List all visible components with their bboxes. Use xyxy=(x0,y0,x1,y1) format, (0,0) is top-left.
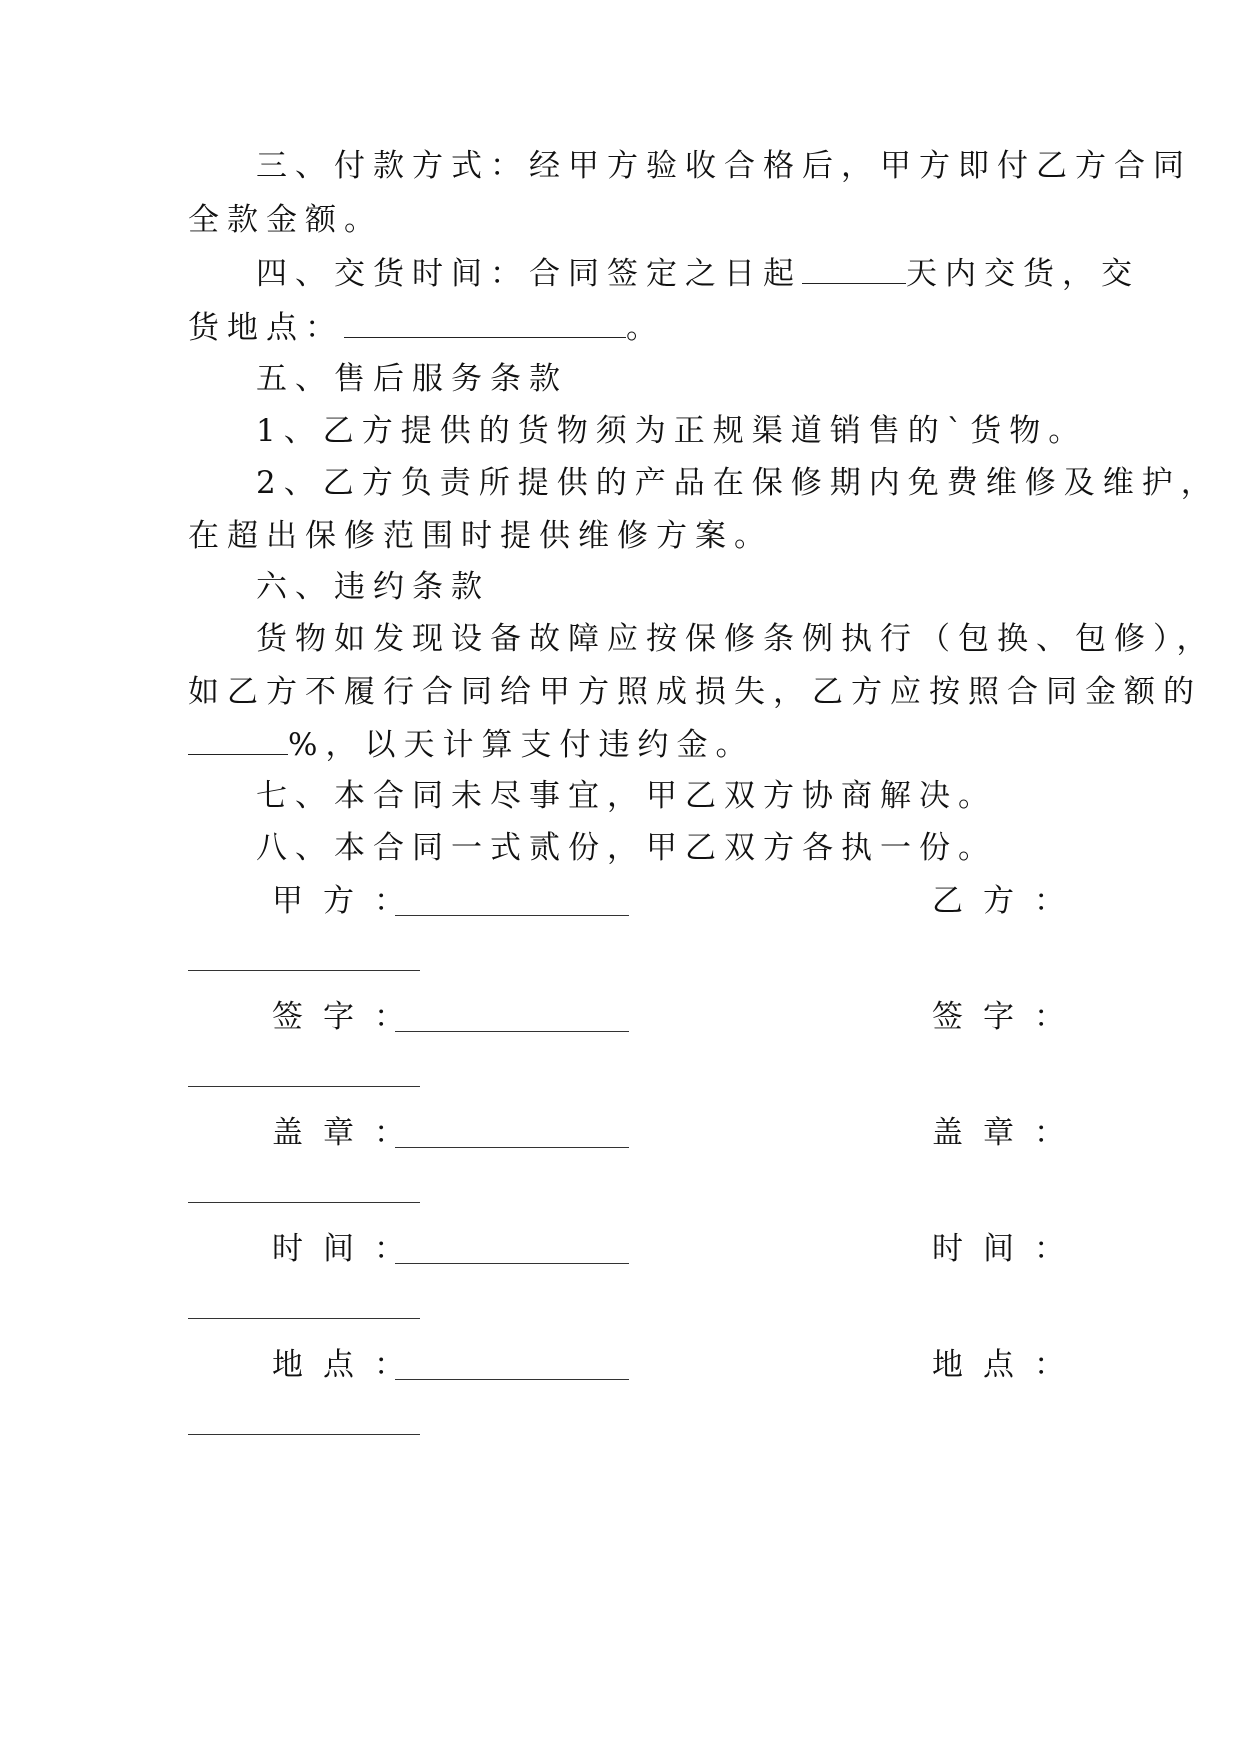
party-b-seal-label: 盖章： xyxy=(932,1115,1085,1151)
party-a-seal-label: 盖章： xyxy=(272,1115,425,1151)
breach-line3 xyxy=(188,724,754,765)
delivery-clause-line2 xyxy=(188,307,665,348)
party-b-blank[interactable] xyxy=(188,970,420,971)
party-b-time-label: 时间： xyxy=(932,1231,1085,1267)
penalty-percent-blank[interactable] xyxy=(188,724,288,755)
breach-line2: 如乙方不履行合同给甲方照成损失，乙方应按照合同金额的 xyxy=(188,674,1202,710)
delivery-place-blank[interactable] xyxy=(344,307,626,338)
party-a-seal-blank[interactable] xyxy=(395,1147,629,1148)
party-b-sign-blank[interactable] xyxy=(188,1086,420,1087)
aftersales-item2-line2: 在超出保修范围时提供维修方案。 xyxy=(188,518,773,554)
breach-line1: 货物如发现设备故障应按保修条例执行（包换、包修）， xyxy=(256,621,1216,657)
clause-seven: 七、本合同未尽事宜，甲乙双方协商解决。 xyxy=(256,778,997,814)
party-b-place-blank[interactable] xyxy=(188,1434,420,1435)
party-b-place-label: 地点： xyxy=(932,1347,1085,1383)
aftersales-item1: 1、乙方提供的货物须为正规渠道销售的`货物。 xyxy=(256,413,1088,449)
party-a-place-label: 地点： xyxy=(272,1347,425,1383)
party-b-seal-blank[interactable] xyxy=(188,1202,420,1203)
delivery-place-label: 货地点： xyxy=(188,310,344,346)
breach-heading: 六、违约条款 xyxy=(256,569,490,605)
party-a-time-label: 时间： xyxy=(272,1231,425,1267)
aftersales-heading: 五、售后服务条款 xyxy=(256,361,568,397)
party-a-sign-label: 签字： xyxy=(272,999,425,1035)
delivery-time-suffix: 天内交货，交 xyxy=(906,256,1140,292)
aftersales-item2-line1: 2、乙方负责所提供的产品在保修期内免费维修及维护， xyxy=(256,465,1220,501)
payment-clause-line2: 全款金额。 xyxy=(188,202,383,238)
party-a-label: 甲方： xyxy=(272,883,425,919)
party-b-sign-label: 签字： xyxy=(932,999,1085,1035)
payment-clause-line1: 三、付款方式：经甲方验收合格后，甲方即付乙方合同 xyxy=(256,148,1192,184)
party-a-sign-blank[interactable] xyxy=(395,1031,629,1032)
party-b-label: 乙方： xyxy=(932,883,1085,919)
breach-line3-text: %，以天计算支付违约金。 xyxy=(288,727,755,763)
clause-eight: 八、本合同一式贰份，甲乙双方各执一份。 xyxy=(256,830,997,866)
delivery-place-suffix: 。 xyxy=(626,310,665,346)
party-b-time-blank[interactable] xyxy=(188,1318,420,1319)
delivery-clause-line1 xyxy=(256,253,1140,294)
party-a-blank[interactable] xyxy=(395,915,629,916)
delivery-days-blank[interactable] xyxy=(802,253,906,284)
party-a-place-blank[interactable] xyxy=(395,1379,629,1380)
party-a-time-blank[interactable] xyxy=(395,1263,629,1264)
delivery-time-label: 四、交货时间：合同签定之日起 xyxy=(256,256,802,292)
